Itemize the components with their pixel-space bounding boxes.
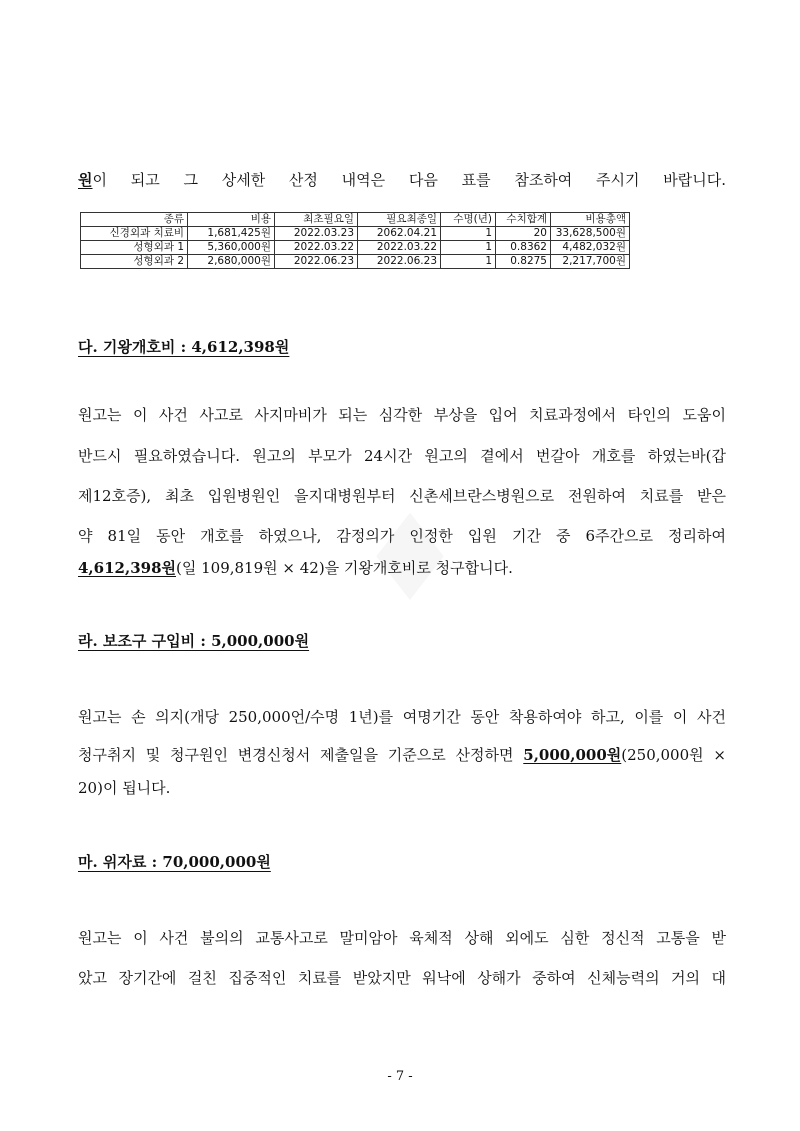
table-header-cell: 종류 [81, 213, 188, 227]
section-heading-ma: 마. 위자료 : 70,000,000원 [78, 853, 271, 871]
section-heading-ra: 라. 보조구 구입비 : 5,000,000원 [78, 632, 310, 650]
table-header-cell: 필요최종일 [358, 213, 441, 227]
table-cell: 4,482,032원 [551, 241, 630, 255]
paragraph-line: 약 81일 동안 개호를 하였으나, 감정의가 인정한 입원 기간 중 6주간으로 정리하여 [78, 527, 726, 545]
table-row [81, 241, 630, 255]
section-heading-da: 다. 기왕개호비 : 4,612,398원 [78, 338, 290, 356]
table-cell: 신경외과 치료비 [81, 227, 188, 241]
page-number: - 7 - [387, 1069, 413, 1084]
intro-line [78, 170, 726, 190]
table-cell: 2022.03.22 [275, 241, 358, 255]
table-header-row [81, 213, 630, 227]
table-cell: 1 [441, 241, 496, 255]
table-header-cell: 수명(년) [441, 213, 496, 227]
table-cell: 20 [496, 227, 551, 241]
table-cell: 성형외과 2 [81, 255, 188, 269]
paragraph-line: 반드시 필요하였습니다. 원고의 부모가 24시간 원고의 곁에서 번갈아 개호를 하였는바(갑 [78, 447, 726, 465]
paragraph-text: 청구취지 및 청구원인 변경신청서 제출일을 기준으로 산정하면 [78, 746, 524, 764]
table-cell: 1 [441, 255, 496, 269]
paragraph-line: 았고 장기간에 걸친 집중적인 치료를 받았지만 워낙에 상해가 중하여 신체능력의 거의 대 [78, 969, 726, 987]
table-cell: 2022.03.23 [275, 227, 358, 241]
amount-bold-text: 5,000,000원 [523, 746, 622, 764]
paragraph-text: (일 109,819원 × 42)을 기왕개호비로 청구합니다. [176, 559, 513, 577]
table-cell: 0.8362 [496, 241, 551, 255]
table-cell: 1 [441, 227, 496, 241]
table-cell: 2,680,000원 [188, 255, 275, 269]
table-cell: 5,360,000원 [188, 241, 275, 255]
intro-rest-text: 이 되고 그 상세한 산정 내역은 다음 표를 참조하여 주시기 바랍니다. [92, 171, 726, 189]
table-cell: 2022.06.23 [275, 255, 358, 269]
table-header-cell: 최초필요일 [275, 213, 358, 227]
table-header-cell: 수치합계 [496, 213, 551, 227]
paragraph-line: 원고는 손 의지(개당 250,000언/수명 1년)를 여명기간 동안 착용하여야 하고, 이를 이 사건 [78, 708, 726, 726]
cost-table [80, 212, 630, 269]
table-cell: 2062.04.21 [358, 227, 441, 241]
table-cell: 33,628,500원 [551, 227, 630, 241]
table-cell: 1,681,425원 [188, 227, 275, 241]
intro-bold-text: 원 [78, 171, 93, 189]
table-cell: 2022.03.22 [358, 241, 441, 255]
table-header-cell: 비용총액 [551, 213, 630, 227]
table-cell: 2,217,700원 [551, 255, 630, 269]
paragraph-line: 원고는 이 사건 사고로 사지마비가 되는 심각한 부상을 입어 치료과정에서 타인의 도움이 [78, 406, 726, 424]
amount-bold-text: 4,612,398원 [78, 559, 176, 577]
paragraph-line: 20)이 됩니다. [78, 779, 171, 797]
paragraph-text: (250,000원 × [621, 746, 726, 764]
table-cell: 2022.06.23 [358, 255, 441, 269]
table-cell: 성형외과 1 [81, 241, 188, 255]
paragraph-line [78, 558, 513, 578]
paragraph-line: 원고는 이 사건 불의의 교통사고로 말미암아 육체적 상해 외에도 심한 정신적 고통을 받 [78, 929, 726, 947]
table-cell: 0.8275 [496, 255, 551, 269]
table-header-cell: 비용 [188, 213, 275, 227]
paragraph-line: 제12호증), 최초 입원병원인 을지대병원부터 신촌세브란스병원으로 전원하여 치료를 받은 [78, 487, 726, 505]
table-row [81, 227, 630, 241]
table-row [81, 255, 630, 269]
paragraph-line [78, 745, 726, 765]
